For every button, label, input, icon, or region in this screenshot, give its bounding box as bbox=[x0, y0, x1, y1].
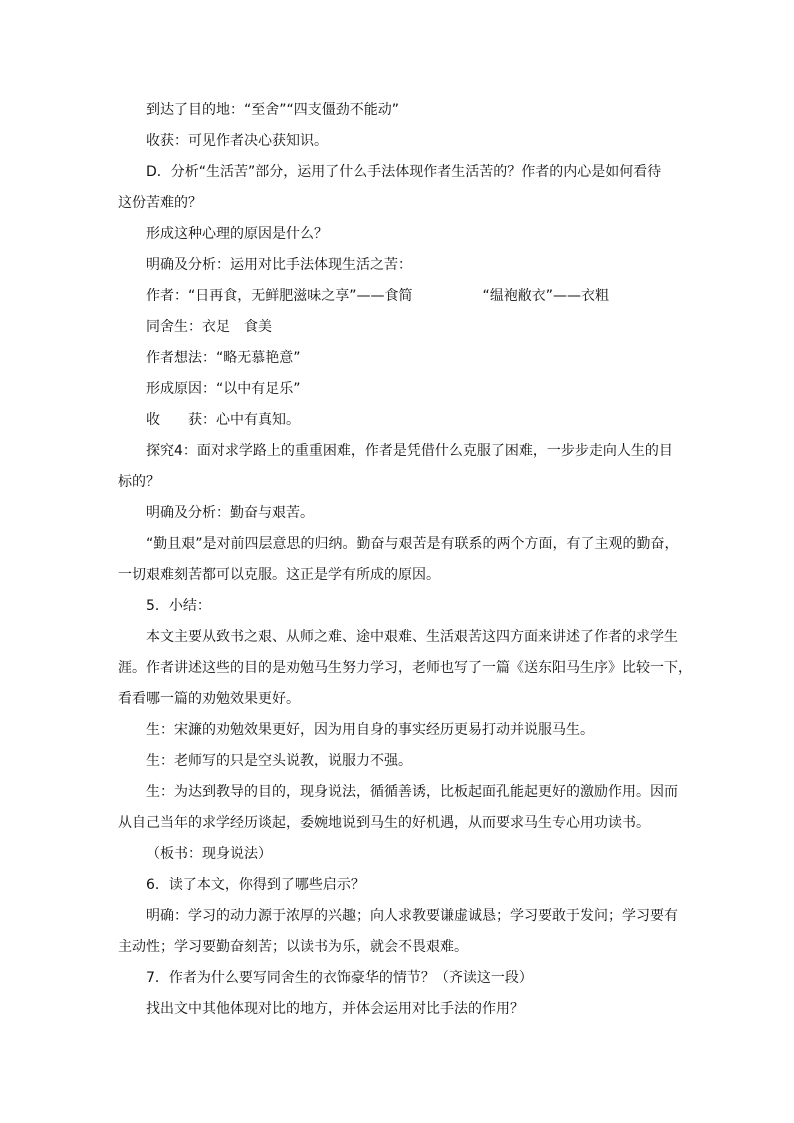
line-text: 这份苦难的？ bbox=[118, 195, 202, 211]
line-text: 作者想法：“略无慕艳意” bbox=[146, 350, 301, 366]
text-line bbox=[118, 317, 678, 337]
line-text: 明确及分析：运用对比手法体现生活之苦： bbox=[146, 257, 412, 273]
line-text-tail: “缊袍敝衣”——衣粗 bbox=[482, 288, 610, 304]
line-text: “勤且艰”是对前四层意思的归纳。勤奋与艰苦是有联系的两个方面，有了主观的勤奋， bbox=[146, 536, 679, 552]
line-text: 找出文中其他体现对比的地方，并体会运用对比手法的作用？ bbox=[146, 1001, 524, 1017]
line-text: 形成这种心理的原因是什么？ bbox=[146, 226, 328, 242]
line-text: D．分析“生活苦”部分，运用了什么手法体现作者生活苦的？作者的内心是如何看待 bbox=[146, 164, 662, 180]
text-line bbox=[118, 844, 678, 864]
line-text: 主动性；学习要勤奋刻苦；以读书为乐，就会不畏艰难。 bbox=[118, 939, 468, 955]
text-line bbox=[118, 906, 678, 926]
line-text: 从自己当年的求学经历谈起，委婉地说到马生的好机遇，从而要求马生专心用功读书。 bbox=[118, 815, 650, 831]
text-line bbox=[118, 286, 678, 306]
text-line bbox=[118, 410, 678, 430]
text-line bbox=[118, 472, 678, 492]
line-text: 7．作者为什么要写同舍生的衣饰豪华的情节？（齐读这一段） bbox=[146, 970, 533, 986]
text-line bbox=[118, 937, 678, 957]
text-line bbox=[118, 255, 678, 275]
text-line bbox=[118, 348, 678, 368]
text-line bbox=[118, 968, 678, 988]
text-line bbox=[118, 131, 678, 151]
text-line bbox=[118, 813, 678, 833]
text-line bbox=[118, 534, 678, 554]
line-text: 生：为达到教导的目的，现身说法，循循善诱，比板起面孔能起更好的激励作用。因而 bbox=[146, 784, 678, 800]
line-text: 一切艰难刻苦都可以克服。这正是学有所成的原因。 bbox=[118, 567, 440, 583]
line-text: 作者：“日再食，无鲜肥滋味之享”——食简 bbox=[146, 288, 413, 304]
text-line bbox=[118, 999, 678, 1019]
line-text: 6．读了本文，你得到了哪些启示？ bbox=[146, 877, 365, 893]
line-text: 探究4：面对求学路上的重重困难，作者是凭借什么克服了困难，一步步走向人生的目 bbox=[146, 443, 673, 459]
document-body bbox=[118, 100, 692, 1030]
text-line bbox=[118, 751, 678, 771]
text-line bbox=[118, 193, 678, 213]
line-text: 5．小结： bbox=[146, 598, 211, 614]
text-line bbox=[118, 720, 678, 740]
line-text: 收获：可见作者决心获知识。 bbox=[146, 133, 328, 149]
text-line bbox=[118, 162, 678, 182]
text-line bbox=[118, 689, 678, 709]
text-line bbox=[118, 224, 678, 244]
line-text: 涯。作者讲述这些的目的是劝勉马生努力学习，老师也写了一篇《送东阳马生序》比较一下， bbox=[118, 660, 692, 676]
line-text: 标的？ bbox=[118, 474, 160, 490]
line-text: 到达了目的地：“至舍”“四支僵劲不能动” bbox=[146, 102, 400, 118]
text-line bbox=[118, 565, 678, 585]
line-text: 收 获：心中有真知。 bbox=[146, 412, 300, 428]
line-text: 明确及分析：勤奋与艰苦。 bbox=[146, 505, 314, 521]
line-text: 明确：学习的动力源于浓厚的兴趣；向人求教要谦虚诚恳；学习要敢于发问；学习要有 bbox=[146, 908, 678, 924]
line-text: 同舍生：衣足 食美 bbox=[146, 319, 272, 335]
text-line bbox=[118, 782, 678, 802]
line-text: 生：宋濂的劝勉效果更好，因为用自身的事实经历更易打动并说服马生。 bbox=[146, 722, 594, 738]
line-text: 形成原因：“以中有足乐” bbox=[146, 381, 301, 397]
text-line bbox=[118, 596, 678, 616]
text-line bbox=[118, 627, 678, 647]
line-text: 本文主要从致书之艰、从师之难、途中艰难、生活艰苦这四方面来讲述了作者的求学生 bbox=[146, 629, 678, 645]
line-text: （板书：现身说法） bbox=[146, 846, 272, 862]
text-line bbox=[118, 441, 678, 461]
text-line bbox=[118, 503, 678, 523]
line-text: 看看哪一篇的劝勉效果更好。 bbox=[118, 691, 300, 707]
line-text: 生：老师写的只是空头说教，说服力不强。 bbox=[146, 753, 412, 769]
text-line bbox=[118, 875, 678, 895]
text-line bbox=[118, 100, 678, 120]
text-line bbox=[118, 379, 678, 399]
text-line bbox=[118, 658, 692, 678]
